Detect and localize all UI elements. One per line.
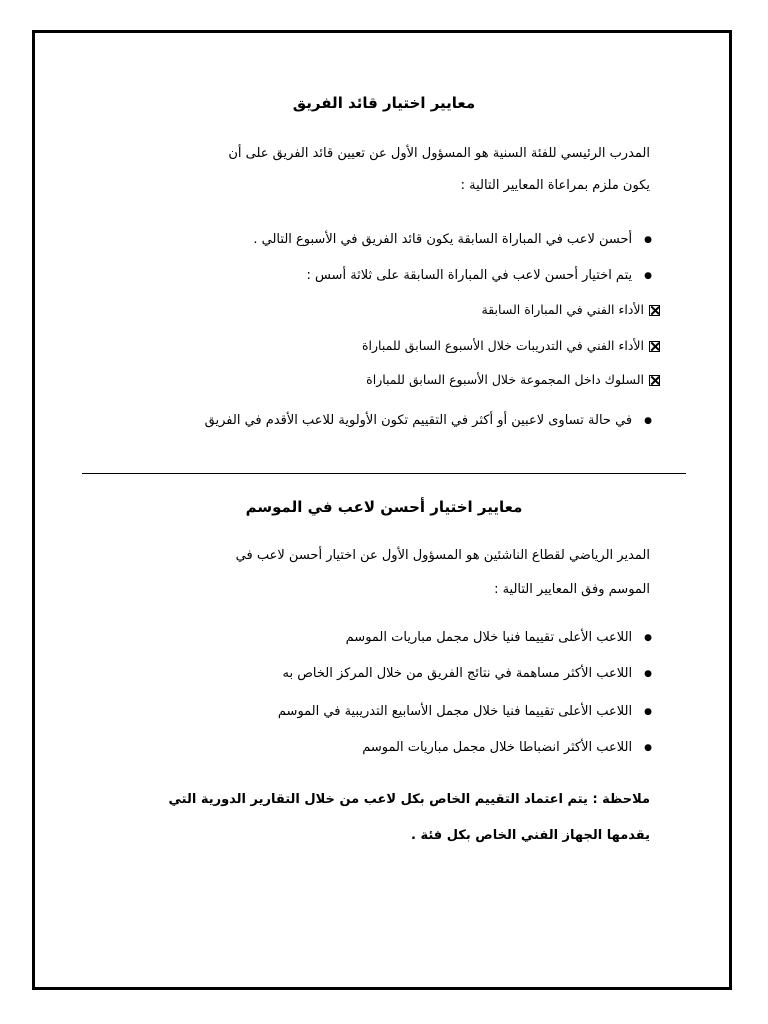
section1-bullet-2: [306, 268, 652, 283]
section2-intro-line2: الموسم وفق المعايير التالية :: [494, 582, 650, 597]
bullet-icon: [632, 666, 652, 681]
sub-criterion-2: [362, 338, 660, 353]
bullet-icon: [632, 740, 652, 755]
bullet-text: في حالة تساوى لاعبين أو أكثر في التقييم تكون الأولوية للاعب الأقدم في الفريق: [204, 413, 633, 428]
checkbox-x-icon: [649, 375, 660, 386]
section1-bullet-3: [205, 413, 652, 428]
section1-intro-line2: يكون ملزم بمراعاة المعايير التالية :: [460, 178, 650, 193]
bullet-text: اللاعب الأكثر مساهمة في نتائج الفريق من خلال المركز الخاص به: [282, 666, 633, 681]
section2-title: معايير اختيار أحسن لاعب في الموسم: [245, 498, 523, 516]
sub-criterion-3: [366, 372, 660, 387]
section1-intro-line1: المدرب الرئيسي للفئة السنية هو المسؤول الأول عن تعيين قائد الفريق على أن: [228, 146, 650, 161]
note-label: ملاحظة :: [592, 792, 650, 807]
section1-title: معايير اختيار قائد الفريق: [292, 94, 476, 112]
note-text: يتم اعتماد التقييم الخاص بكل لاعب من خلال التقارير الدورية التي: [168, 792, 588, 807]
bullet-icon: [632, 704, 652, 719]
bullet-icon: [632, 630, 652, 645]
sub-criterion-text: الأداء الفني في المباراة السابقة: [481, 302, 644, 317]
bullet-icon: [632, 268, 652, 283]
checkbox-x-icon: [649, 305, 660, 316]
section-divider: [82, 473, 686, 474]
note-line1: [169, 792, 650, 807]
section2-bullet-1: [346, 630, 652, 645]
bullet-text: يتم اختيار أحسن لاعب في المباراة السابقة على ثلاثة أسس :: [306, 268, 633, 283]
sub-criterion-text: الأداء الفني في التدريبات خلال الأسبوع السابق للمباراة: [362, 338, 644, 353]
section2-intro-line1: المدير الرياضي لقطاع الناشئين هو المسؤول الأول عن اختيار أحسن لاعب في: [235, 548, 650, 563]
checkbox-x-icon: [649, 341, 660, 352]
bullet-text: أحسن لاعب في المباراة السابقة يكون قائد الفريق في الأسبوع التالي .: [253, 232, 633, 247]
section1-bullet-1: [253, 232, 652, 247]
section2-bullet-4: [362, 740, 652, 755]
bullet-text: اللاعب الأكثر انضباطا خلال مجمل مباريات الموسم: [362, 740, 633, 755]
bullet-icon: [632, 232, 652, 247]
bullet-text: اللاعب الأعلى تقييما فنيا خلال مجمل مباريات الموسم: [345, 630, 633, 645]
bullet-icon: [632, 413, 652, 428]
sub-criterion-text: السلوك داخل المجموعة خلال الأسبوع السابق للمباراة: [366, 372, 644, 387]
sub-criterion-1: [482, 302, 661, 317]
section2-bullet-2: [282, 666, 652, 681]
note-line2: يقدمها الجهاز الفني الخاص بكل فئة .: [411, 828, 650, 843]
section2-bullet-3: [278, 704, 652, 719]
bullet-text: اللاعب الأعلى تقييما فنيا خلال مجمل الأسابيع التدريبية في الموسم: [277, 704, 633, 719]
